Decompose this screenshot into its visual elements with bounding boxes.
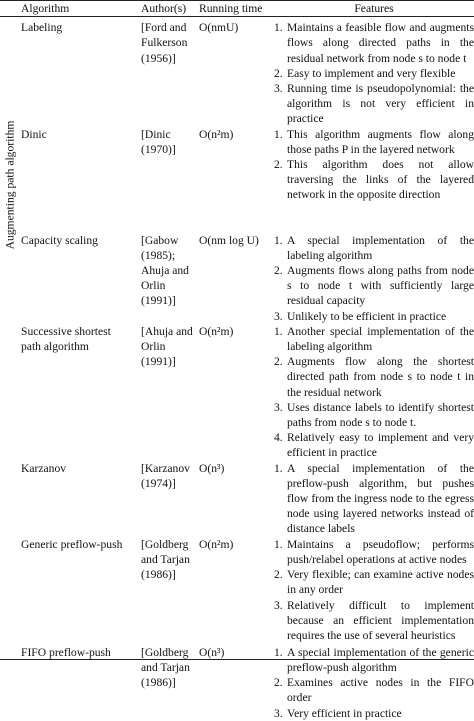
table-row [18,537,474,645]
feature-item [274,233,474,263]
features-cell [271,16,474,126]
feature-number: 1. [274,233,283,247]
feature-number: 2. [274,676,283,690]
feature-number: 2. [274,66,283,80]
header-authors: Author(s) [141,2,187,15]
table-row [18,233,474,324]
header-algorithm: Algorithm [21,2,70,15]
feature-number: 3. [274,598,283,612]
feature-number: 1. [274,324,283,338]
feature-item [274,598,474,644]
features-cell [271,537,474,645]
feature-item [274,81,474,127]
header-row [18,1,474,16]
features-list [274,537,474,643]
running-time-cell: O(n³) [199,645,225,659]
row-group-label: Augmenting path algorithm [3,120,17,250]
feature-number: 1. [274,537,283,551]
feature-text: A special implementation of the generic preflow-push algorithm [287,645,474,674]
features-cell [271,324,474,461]
algorithm-cell: Labeling [21,21,63,35]
table-row [18,127,474,233]
running-time-cell: O(n³) [199,461,225,475]
feature-text: Uses distance labels to identify shortest paths from node s to node t. [287,400,474,430]
feature-number: 2. [274,264,283,278]
algorithm-cell: Dinic [21,127,47,141]
feature-text: Another special implementation of the labeling algorithm [287,324,474,354]
feature-text: Easy to implement and very flexible [287,66,456,80]
feature-number: 3. [274,309,283,323]
feature-item [274,324,474,354]
feature-number: 2. [274,568,283,582]
feature-item [274,157,474,203]
feature-item [274,20,474,66]
feature-text: Unlikely to be efficient in practice [287,309,447,323]
features-cell [271,461,474,537]
feature-number: 1. [274,127,283,141]
feature-text: Running time is pseudopolynomial: the algorithm is not very efficient in practice [287,82,474,126]
feature-text: This algorithm does not allow traversing the links of the layered network in the opposite direction [287,158,474,202]
feature-text: Very flexible; can examine active nodes in any order [287,568,474,597]
table-row [18,16,474,126]
features-cell [271,645,474,721]
features-list [274,324,474,461]
feature-item [274,675,474,705]
feature-item [274,263,474,309]
algorithm-cell: Capacity scaling [21,233,98,247]
header-running-time: Running time [199,2,263,15]
features-list [274,233,474,324]
header-features: Features [354,2,394,15]
feature-item [274,537,474,567]
feature-item [274,127,474,157]
table-row [18,324,474,461]
feature-number: 3. [274,400,283,414]
authors-cell: [Goldberg and Tarjan (1986)] [141,645,190,690]
table-row [18,461,474,537]
authors-cell: [Ford and Fulkerson (1956)] [141,21,188,65]
feature-number: 1. [274,21,283,35]
feature-number: 1. [274,645,283,659]
running-time-cell: O(n²m) [199,127,234,141]
feature-text: Relatively difficult to implement because an efficient implementation requires the use of several heuristics [287,598,474,642]
feature-number: 2. [274,355,283,369]
features-list [274,645,474,721]
algorithm-cell: Successive shortest path algorithm [21,324,111,354]
authors-cell: [Dinic (1970)] [141,127,176,156]
feature-item [274,645,474,675]
feature-item [274,567,474,597]
feature-text: Augments flow along the shortest directed path from node s to node t in the residual network [287,355,474,399]
feature-text: Augments flows along paths from node s to node t with sufficiently large residual capacity [287,264,474,308]
authors-cell: [Goldberg and Tarjan (1986)] [141,537,190,582]
feature-text: Very efficient in practice [287,706,402,720]
feature-item [274,461,474,537]
feature-item [274,706,474,721]
feature-number: 2. [274,158,283,172]
authors-cell: [Karzanov (1974)] [141,461,190,490]
feature-text: Relatively easy to implement and very efficient in practice [287,431,474,460]
features-list [274,20,474,126]
running-time-cell: O(nmU) [199,21,239,35]
feature-number: 3. [274,82,283,96]
feature-text: A special implementation of the labeling algorithm [287,233,474,262]
feature-item [274,309,474,324]
feature-item [274,66,474,81]
feature-number: 3. [274,706,283,720]
features-list [274,127,474,203]
feature-text: Maintains a pseudoflow; performs push/relabel operations at active nodes [287,537,474,566]
running-time-cell: O(nm log U) [199,233,259,247]
table-row [18,645,474,721]
authors-cell: [Ahuja and Orlin (1991)] [141,324,193,369]
feature-text: This algorithm augments flow along those paths P in the layered network [287,127,474,156]
features-cell [271,127,474,233]
feature-item [274,354,474,400]
running-time-cell: O(n²m) [199,537,234,551]
feature-number: 1. [274,461,283,475]
feature-item [274,400,474,430]
feature-number: 4. [274,431,283,445]
feature-text: Examines active nodes in the FIFO order [287,676,474,705]
features-list [274,461,474,537]
algorithm-table [18,1,474,721]
authors-cell: [Gabow (1985); Ahuja and Orlin (1991)] [141,233,189,308]
feature-text: A special implementation of the preflow-push algorithm, but pushes flow from the ingress node to the egress node using layered networks instead of distance labels [287,461,474,536]
feature-item [274,430,474,460]
algorithm-cell: FIFO preflow-push [21,645,111,659]
feature-text: Maintains a feasible flow and augments flows along directed paths in the residual network from node s to node t [287,21,474,65]
features-cell [271,233,474,324]
algorithm-cell: Karzanov [21,461,67,475]
algorithm-cell: Generic preflow-push [21,537,123,551]
running-time-cell: O(n²m) [199,324,234,338]
